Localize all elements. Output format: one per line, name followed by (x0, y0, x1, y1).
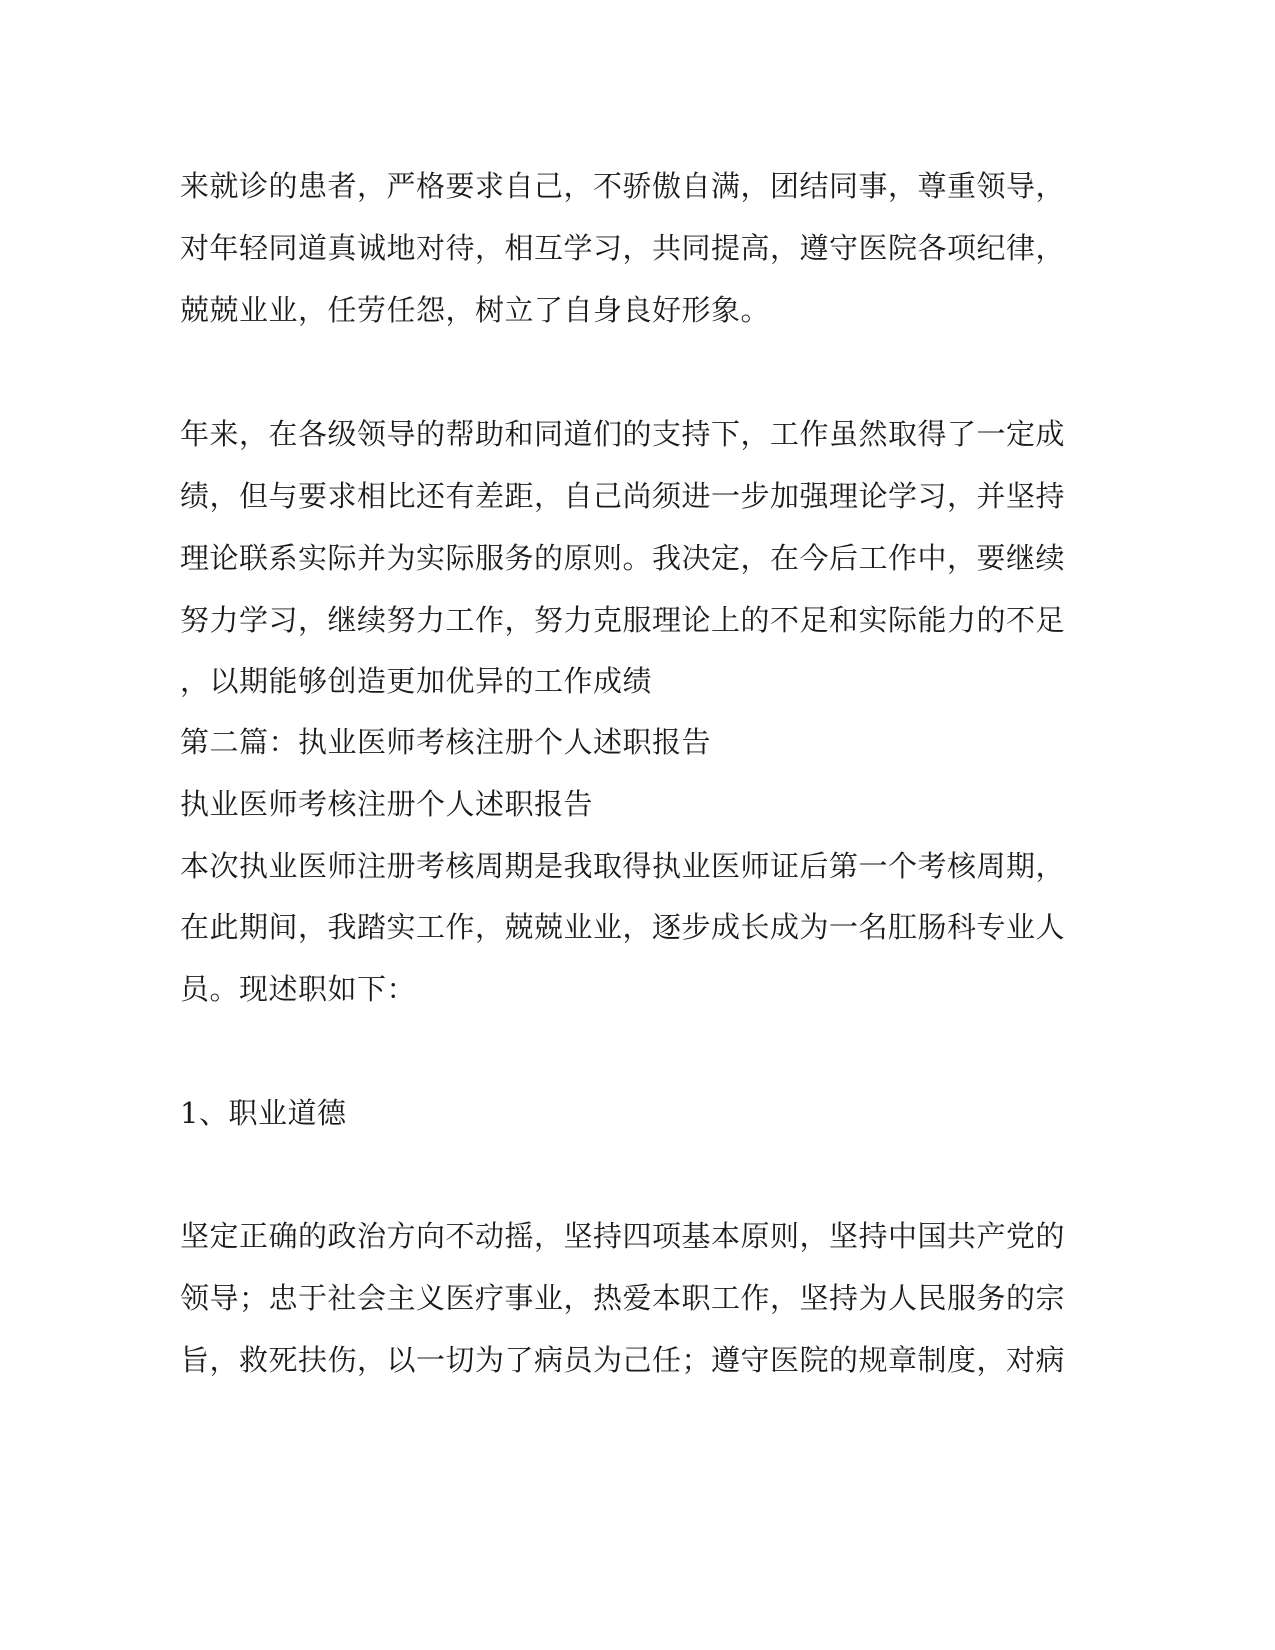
text-line: 年来，在各级领导的帮助和同道们的支持下，工作虽然取得了一定成 (180, 417, 1066, 451)
text-line: 努力学习，继续努力工作，努力克服理论上的不足和实际能力的不足 (180, 603, 1066, 637)
text-line: 旨，救死扶伤，以一切为了病员为己任；遵守医院的规章制度，对病 (180, 1343, 1066, 1377)
text-line: 理论联系实际并为实际服务的原则。我决定，在今后工作中，要继续 (180, 541, 1066, 575)
text-line: 绩，但与要求相比还有差距，自己尚须进一步加强理论学习，并坚持 (180, 479, 1066, 513)
text-line: 本次执业医师注册考核周期是我取得执业医师证后第一个考核周期， (180, 849, 1066, 883)
section-heading: 第二篇：执业医师考核注册个人述职报告 (180, 725, 712, 759)
text-line: 对年轻同道真诚地对待，相互学习，共同提高，遵守医院各项纪律， (180, 231, 1066, 265)
report-title: 执业医师考核注册个人述职报告 (180, 787, 594, 821)
text-line: 来就诊的患者，严格要求自己，不骄傲自满，团结同事，尊重领导， (180, 169, 1066, 203)
subsection-heading: 1、职业道德 (180, 1096, 347, 1130)
text-line: ，以期能够创造更加优异的工作成绩 (180, 664, 653, 698)
text-line: 在此期间，我踏实工作，兢兢业业，逐步成长成为一名肛肠科专业人 (180, 910, 1066, 944)
text-line: 员。现述职如下： (180, 972, 417, 1006)
text-line: 领导；忠于社会主义医疗事业，热爱本职工作，坚持为人民服务的宗 (180, 1281, 1066, 1315)
text-line: 兢兢业业，任劳任怨，树立了自身良好形象。 (180, 293, 771, 327)
text-line: 坚定正确的政治方向不动摇，坚持四项基本原则，坚持中国共产党的 (180, 1219, 1066, 1253)
